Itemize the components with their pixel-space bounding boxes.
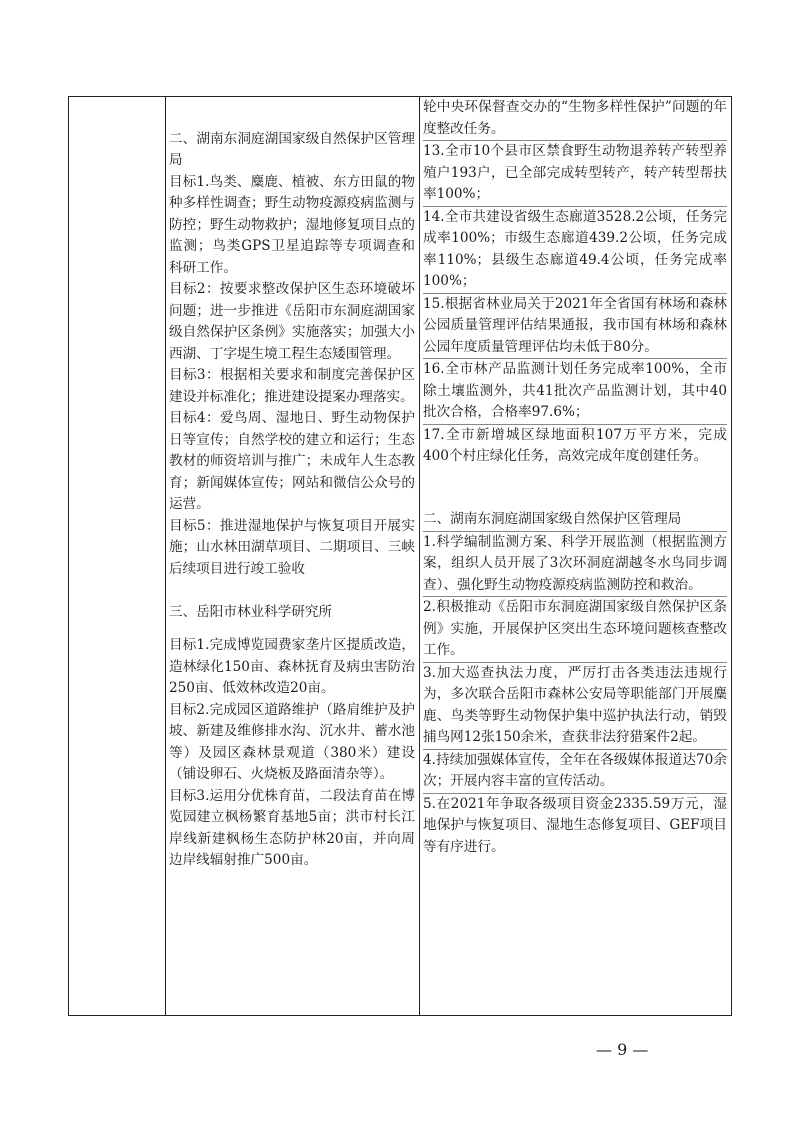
page-number: — 9 —: [596, 1040, 649, 1059]
section-3-heading: 三、岳阳市林业科学研究所: [169, 603, 333, 620]
targets-column: [169, 97, 415, 872]
section-2-result-heading: 二、湖南东洞庭湖国家级自然保护区管理局: [423, 509, 727, 532]
result-paragraph: 16.全市林产品监测计划任务完成率100%，全市除土壤监测外，共41批次产品监测计划，其中40批次合格，合格率97.6%；: [423, 359, 727, 425]
section-2-heading: 二、湖南东洞庭湖国家级自然保护区管理局: [169, 130, 415, 168]
result-paragraph: 3.加大巡查执法力度，严厉打击各类违法违规行为，多次联合岳阳市森林公安局等职能部门开展麋鹿、鸟类等野生动物保护集中巡护执法行动，销毁捕鸟网12张150余米，查获非法狩猎案件2起。: [423, 663, 727, 750]
result-paragraph: 13.全市10个县市区禁食野生动物退养转产转型养殖户193户，已全部完成转型转产，转产转型帮扶率100%；: [423, 141, 727, 207]
spacer: [169, 97, 415, 119]
target-paragraph: 目标5：推进湿地保护与恢复项目开展实施；山水林田湖草项目、二期项目、三峡后续项目进行竣工验收: [169, 517, 415, 577]
column-divider-2: [419, 97, 420, 1015]
target-paragraph: 目标3：根据相关要求和制度完善保护区建设并标准化；推进建设提案办理落实。: [169, 367, 415, 405]
results-column: [423, 97, 727, 858]
column-divider-1: [165, 97, 166, 1015]
work-table: [68, 96, 732, 1016]
target-paragraph: 目标2：按要求整改保护区生态环境破坏问题；进一步推进《岳阳市东洞庭湖国家级自然保护区条例》实施落实；加强大小西湖、丁字堤生境工程生态矮围管理。: [169, 281, 415, 362]
result-paragraph: 14.全市共建设省级生态廊道3528.2公顷，任务完成率100%；市级生态廊道439.2公顷，任务完成率110%；县级生态廊道49.4公顷，任务完成率100%；: [423, 207, 727, 294]
result-paragraph: 1.科学编制监测方案、科学开展监测（根据监测方案，组织人员开展了3次环洞庭湖越冬水鸟同步调查）、强化野生动物疫源疫病监测防控和救治。: [423, 532, 727, 598]
spacer: [423, 468, 727, 490]
target-paragraph: 目标2.完成园区道路维护（路肩维护及护坡、新建及维修排水沟、沉水井、蓄水池等）及园区森林景观道（380米）建设（铺设卵石、火烧板及路面清杂等）。: [169, 701, 415, 782]
result-paragraph: 轮中央环保督查交办的“生物多样性保护”问题的年度整改任务。: [423, 97, 727, 141]
result-paragraph: 2.积极推动《岳阳市东洞庭湖国家级自然保护区条例》实施，开展保护区突出生态环境问题核查整改工作。: [423, 597, 727, 663]
target-paragraph: 目标1.完成博览园费家垄片区提质改造，造林绿化150亩、森林抚育及病虫害防治250亩、低效林改造20亩。: [169, 637, 415, 696]
target-paragraph: 目标1.鸟类、麋鹿、植被、东方田鼠的物种多样性调查；野生动物疫源疫病监测与防控；野生动物救护；湿地修复项目点的监测；鸟类GPS卫星追踪等专项调查和科研工作。: [169, 173, 415, 276]
target-paragraph: 目标4：爱鸟周、湿地日、野生动物保护日等宣传；自然学校的建立和运行；生态教材的师资培训与推广；未成年人生态教育；新闻媒体宣传；网站和微信公众号的运营。: [169, 410, 415, 512]
result-paragraph: 4.持续加强媒体宣传，全年在各级媒体报道达70余次；开展内容丰富的宣传活动。: [423, 750, 727, 794]
result-paragraph: 5.在2021年争取各级项目资金2335.59万元，湿地保护与恢复项目、湿地生态修复项目、GEF项目等有序进行。: [423, 795, 727, 855]
spacer: [169, 580, 415, 602]
result-paragraph: 17.全市新增城区绿地面积107万平方米，完成400个村庄绿化任务，高效完成年度创建任务。: [423, 426, 727, 464]
result-paragraph: 15.根据省林业局关于2021年全省国有林场和森林公园质量管理评估结果通报，我市国有林场和森林公园年度质量管理评估均未低于80分。: [423, 294, 727, 360]
target-paragraph: 目标3.运用分优株育苗，二段法育苗在博览园建立枫杨繁育基地5亩；洪市村长江岸线新建枫杨生态防护林20亩，并向周边岸线辐射推广500亩。: [169, 787, 415, 868]
